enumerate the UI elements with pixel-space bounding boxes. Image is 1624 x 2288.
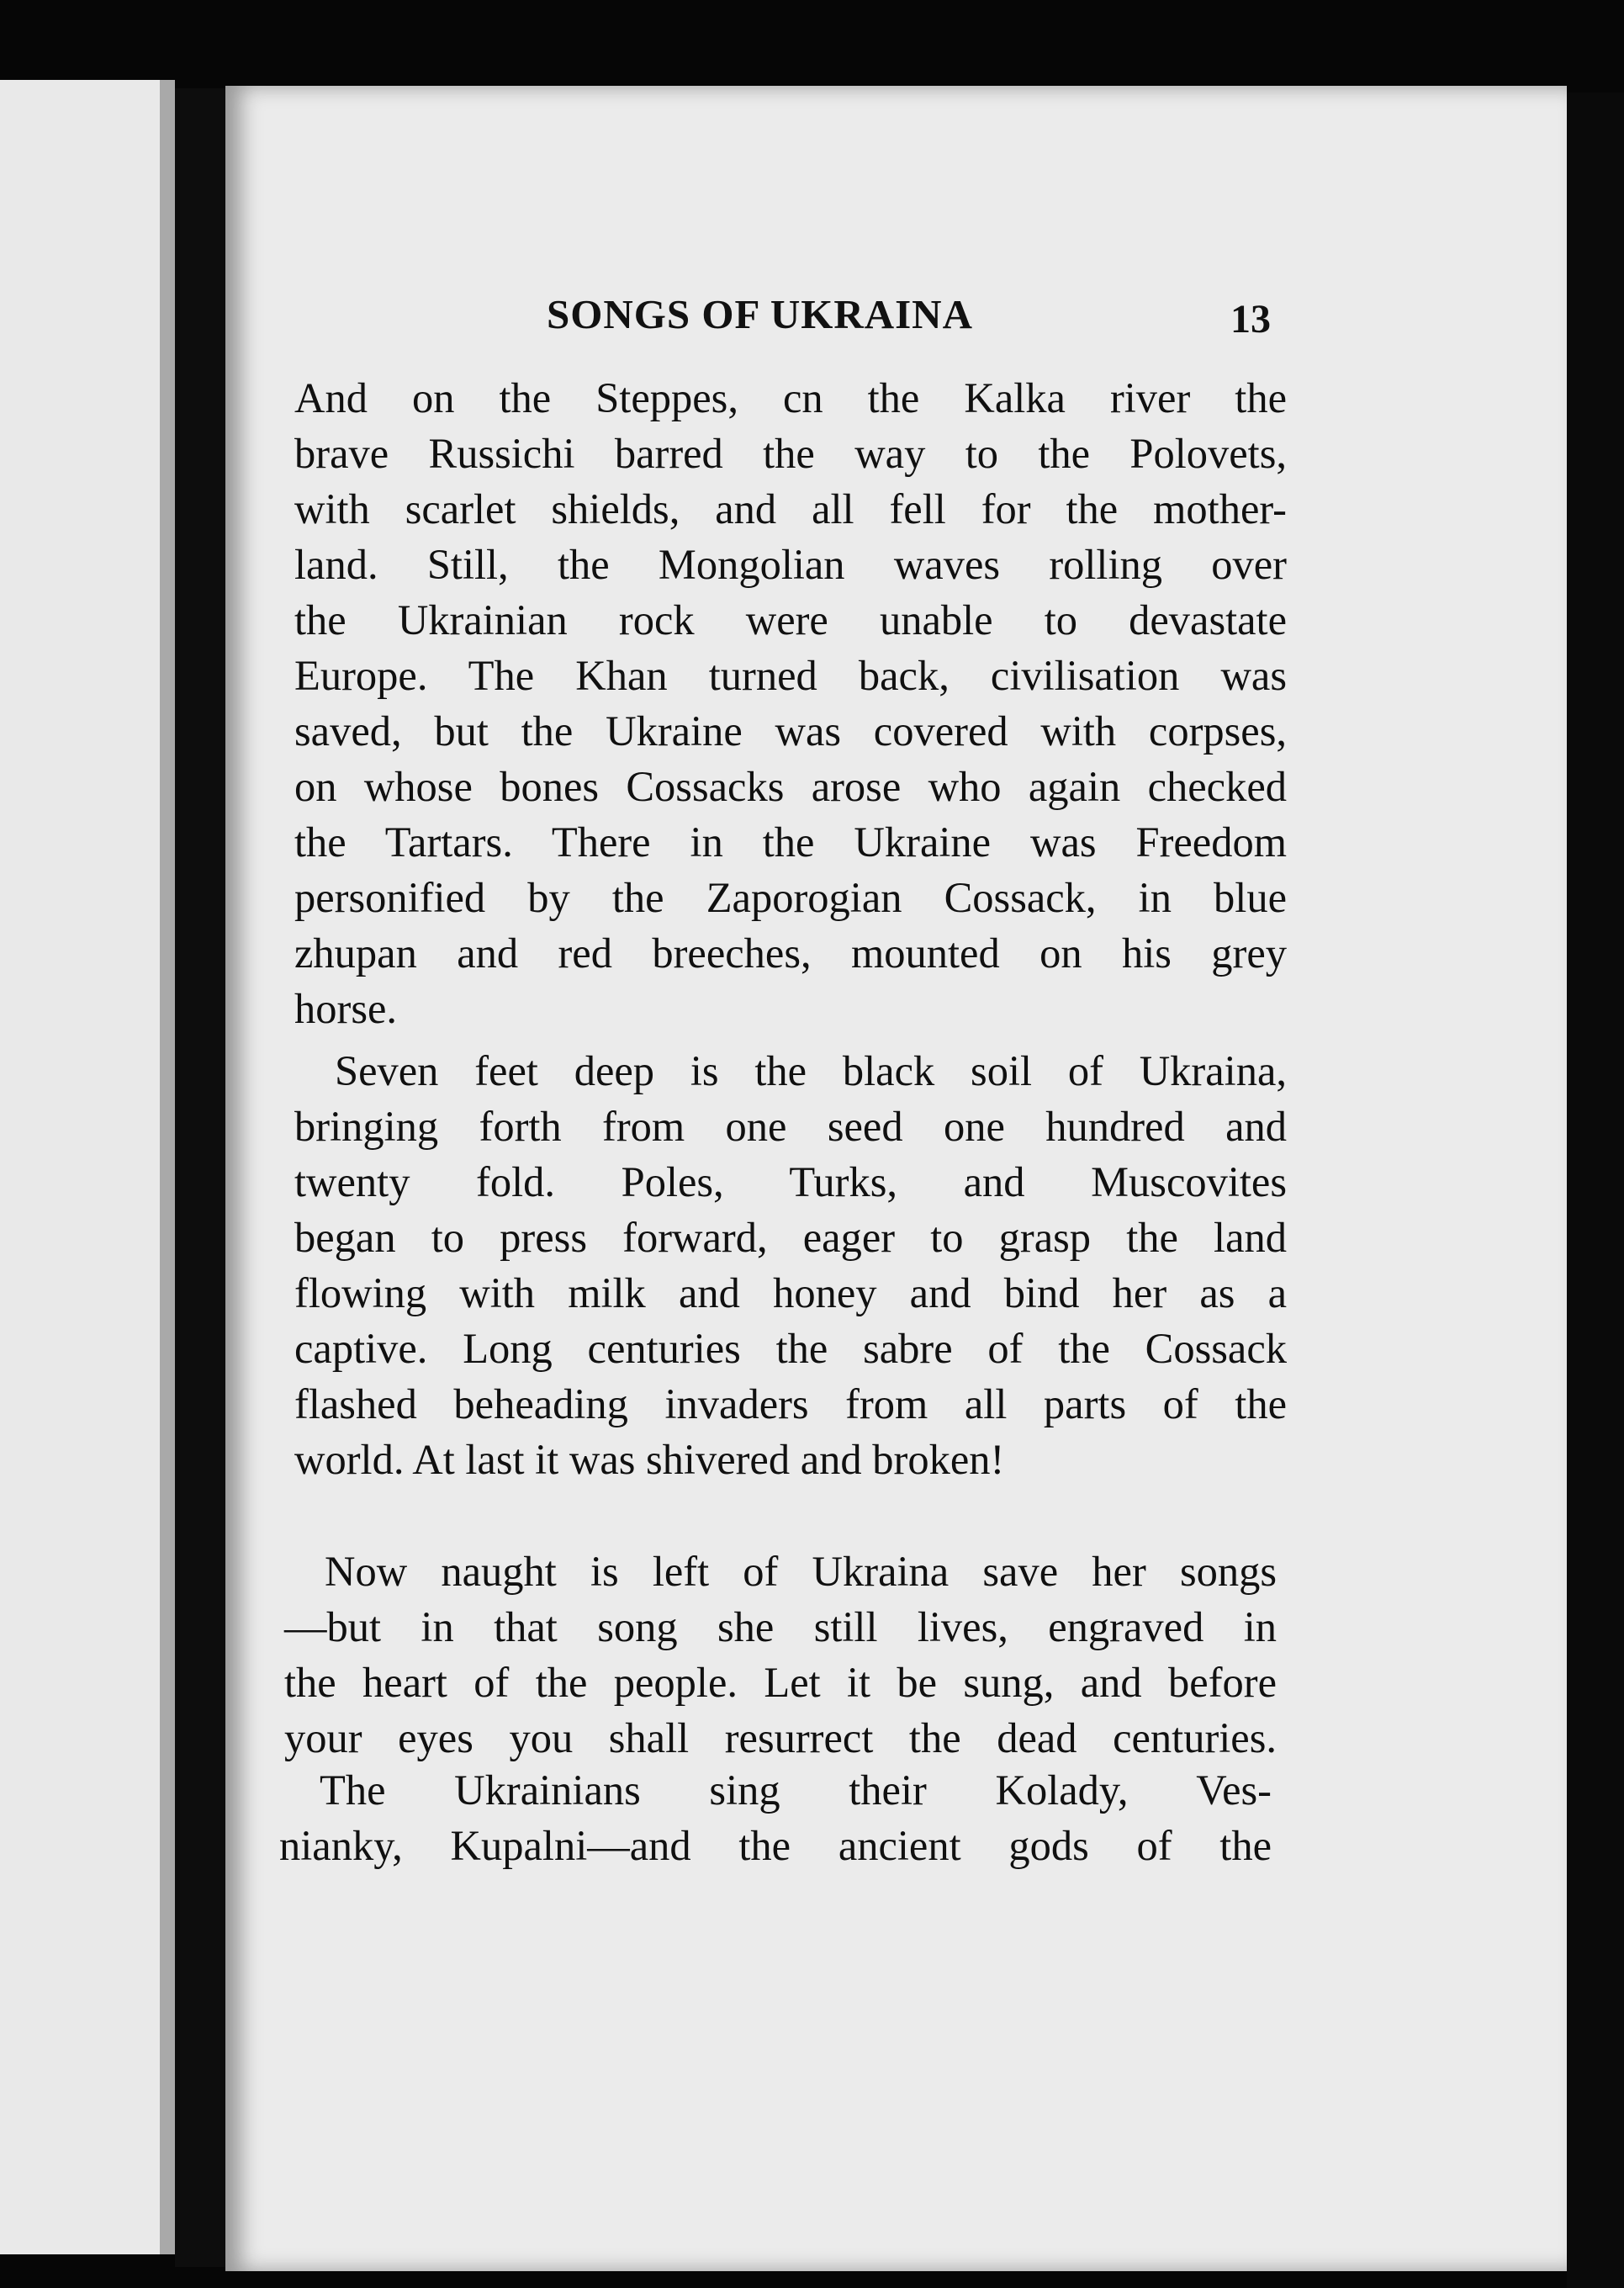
paragraph-kolady [279,1762,1272,1873]
paragraph-steppes [294,370,1287,1036]
paragraph-black-soil [294,1043,1287,1487]
text-line: Now naught is left of Ukraina save her songs [325,1548,1277,1595]
text-line: twenty fold. Poles, Turks, and Muscovites [294,1158,1287,1205]
text-line: Seven feet deep is the black soil of Ukraina, [335,1047,1287,1094]
text-line: nianky, Kupalni—and the ancient gods of the [279,1822,1272,1869]
text-line: your eyes you shall resurrect the dead centuries. [284,1714,1277,1761]
text-line: the heart of the people. Let it be sung, and before [284,1659,1277,1706]
text-line: the Tartars. There in the Ukraine was Freedom [294,818,1287,866]
paragraph-songs [284,1544,1277,1766]
text-line: horse. [294,985,398,1032]
text-line: bringing forth from one seed one hundred and [294,1103,1287,1150]
running-title: SONGS OF UKRAINA [547,291,973,337]
text-line: The Ukrainians sing their Kolady, Ves- [320,1766,1272,1814]
text-line: on whose bones Cossacks arose who again checked [294,763,1287,810]
left-page-margin [0,80,172,2254]
book-gutter [175,88,225,2267]
text-line: zhupan and red breeches, mounted on his grey [294,930,1287,977]
text-line: with scarlet shields, and all fell for the mother- [294,485,1287,532]
text-line: land. Still, the Mongolian waves rolling over [294,541,1287,588]
text-line: began to press forward, eager to grasp the land [294,1214,1287,1261]
text-line: —but in that song she still lives, engraved in [284,1603,1277,1650]
text-line: saved, but the Ukraine was covered with corpses, [294,707,1287,755]
right-scan-border [1567,93,1624,2288]
text-line: personified by the Zaporogian Cossack, in blue [294,874,1287,921]
text-line: flashed beheading invaders from all parts of the [294,1380,1287,1427]
page-number: 13 [1230,297,1271,342]
text-line: the Ukrainian rock were unable to devastate [294,596,1287,644]
text-line: And on the Steppes, cn the Kalka river the [294,374,1287,421]
text-line: world. At last it was shivered and broken! [294,1436,1005,1483]
text-line: captive. Long centuries the sabre of the Cossack [294,1325,1287,1372]
text-line: brave Russichi barred the way to the Polovets, [294,430,1287,477]
text-line: flowing with milk and honey and bind her as a [294,1269,1287,1316]
left-page-edge [160,80,175,2254]
text-line: Europe. The Khan turned back, civilisation was [294,652,1287,699]
